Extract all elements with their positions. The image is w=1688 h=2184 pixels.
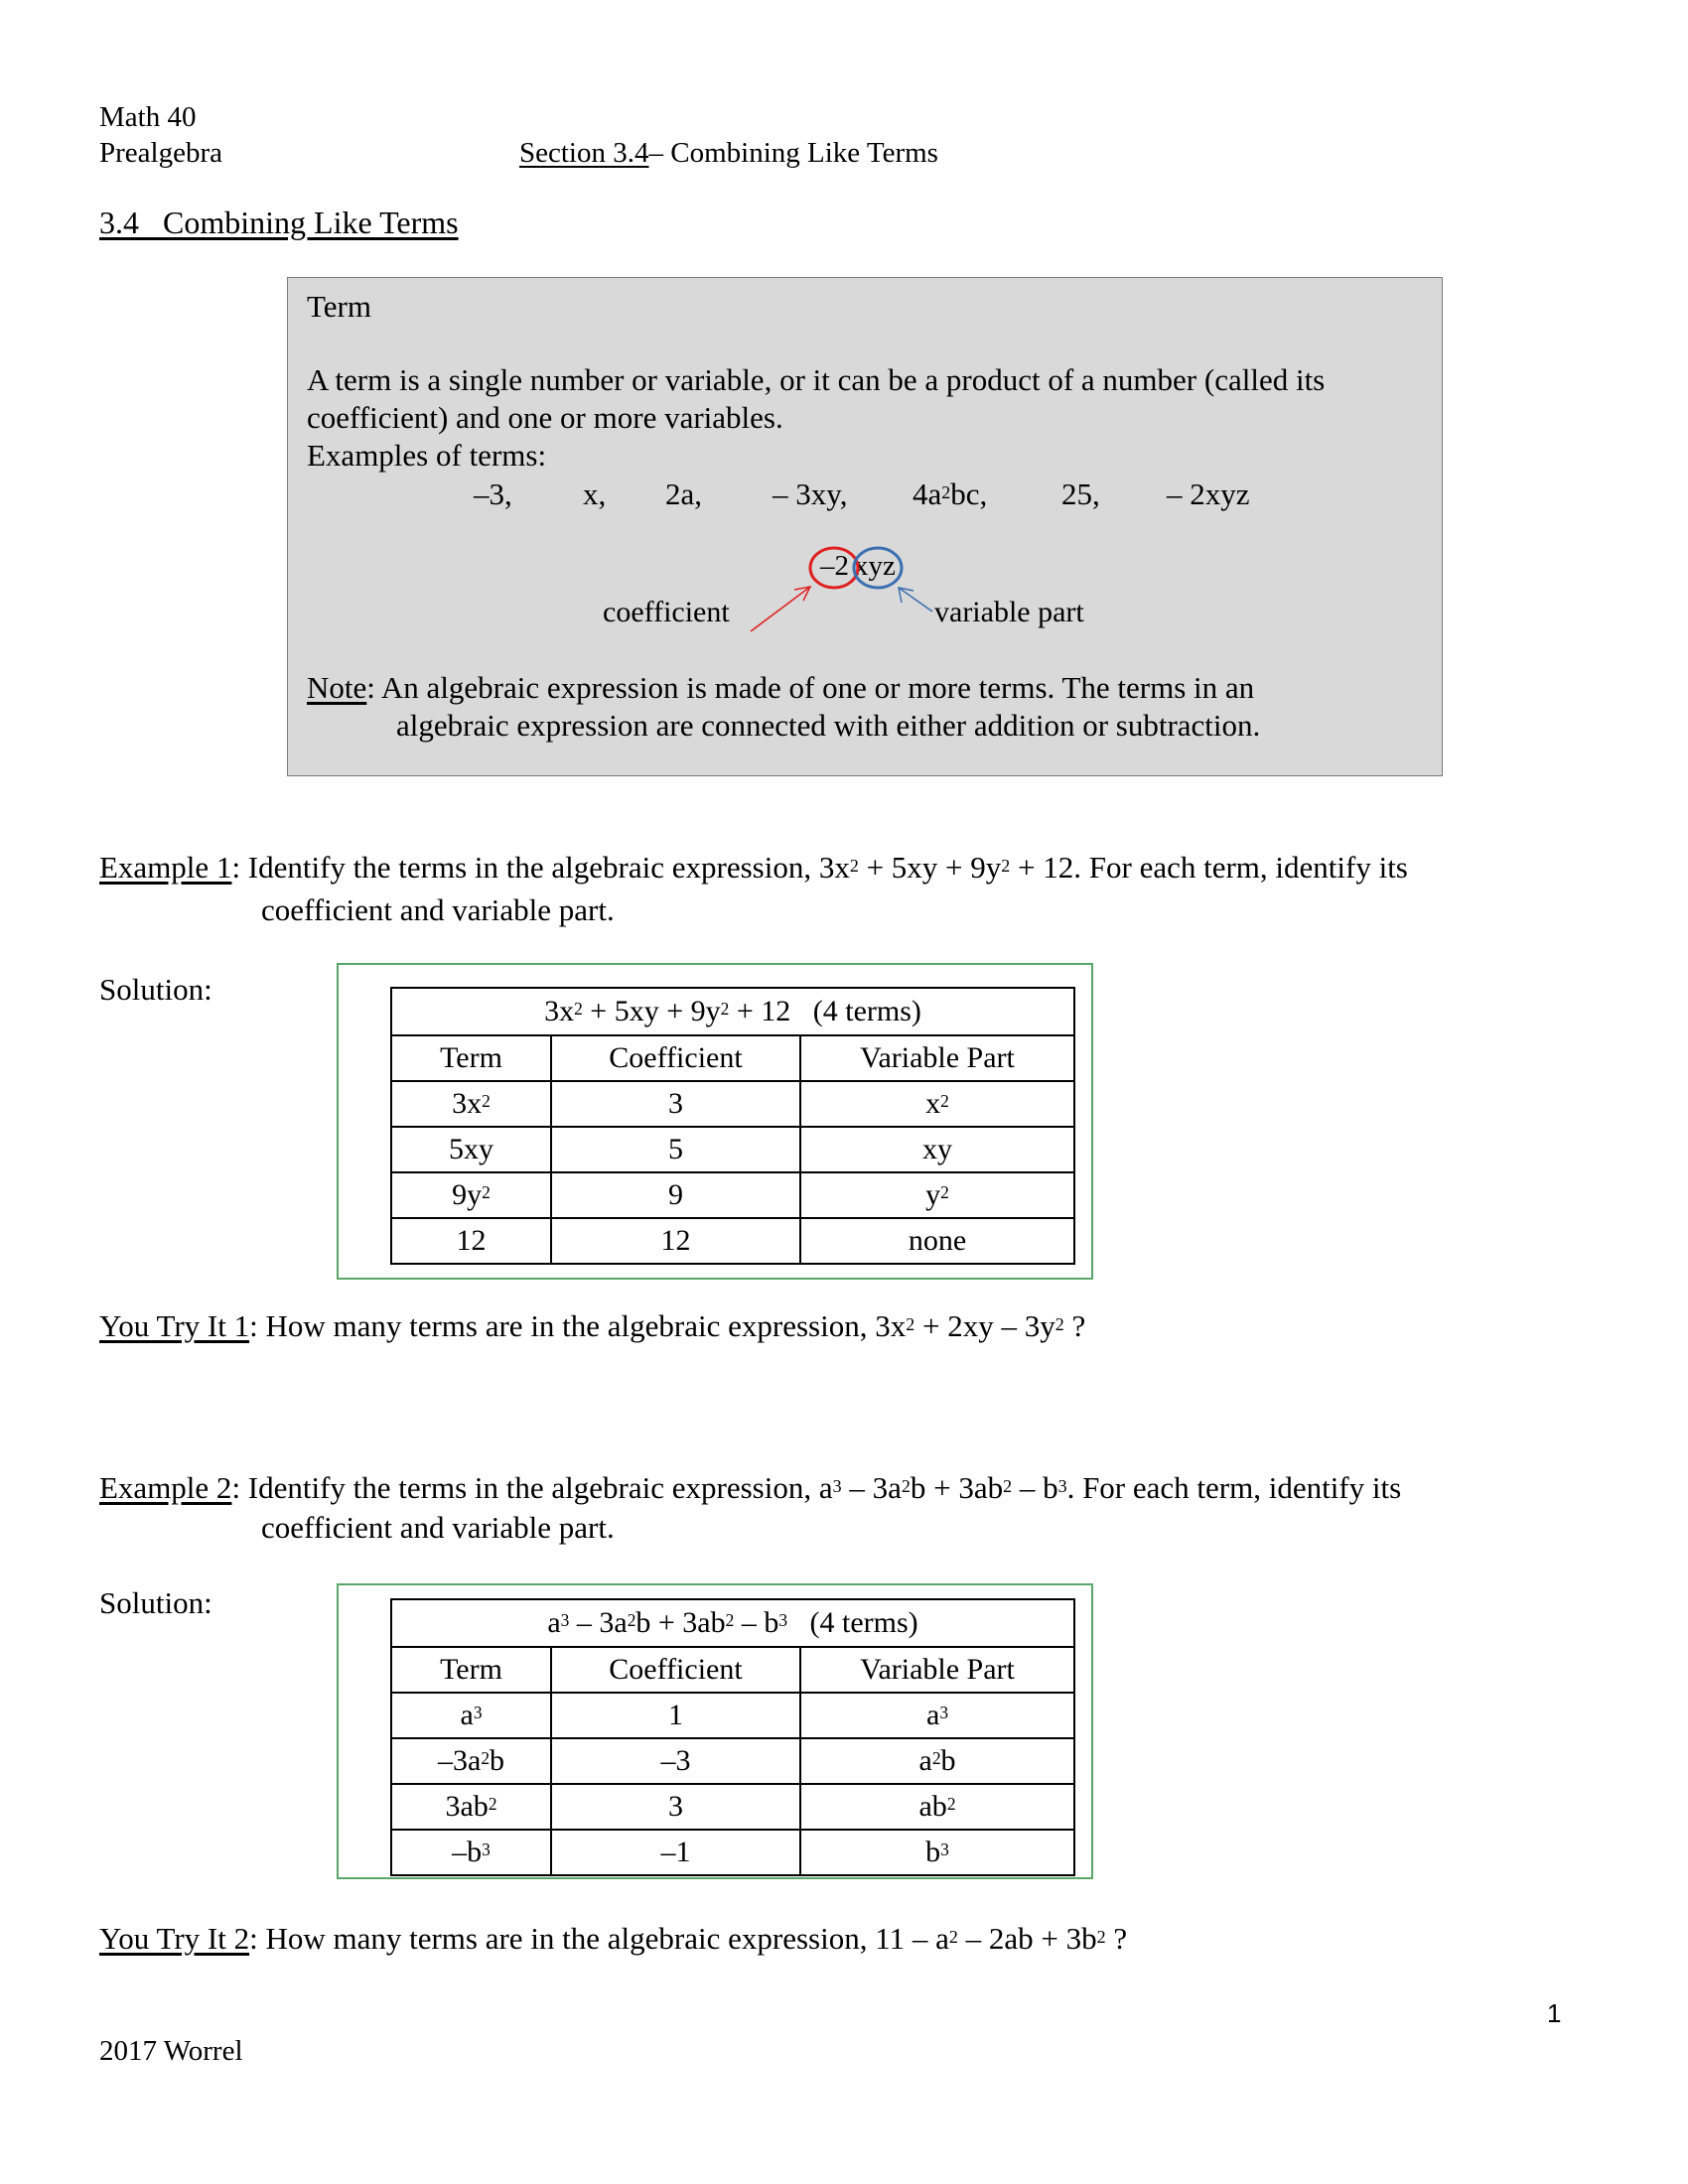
table-caption-row [391,1599,1074,1647]
table-caption: $3x^2 + 5xy + 9y^2 + 12$ (4 terms) [391,988,1074,1035]
variable-part-cell: none [800,1218,1074,1264]
example2-label: Example 2 [99,1470,232,1505]
try1-expression: $3x^2 + 2xy - 3y^2$ ? [875,1308,1086,1343]
note-line2: algebraic expression are connected with either addition or subtraction. [396,708,1261,743]
table-row [391,1693,1074,1738]
example1-line1: Example 1: Identify the terms in the algebraic expression, $3x^2 + 5xy + 9y^2 + 12$. For each term, identify its [99,850,1408,885]
term-cell: 12 [391,1218,551,1264]
example2-expression: $a^3 - 3a^2b + 3ab^2 - b^3$ [818,1470,1067,1505]
variable-circle [854,548,902,588]
term-cell: $-b^3$ [391,1830,551,1875]
coefficient-cell: –1 [551,1830,800,1875]
note-line1: Note: An algebraic expression is made of one or more terms. The terms in an [307,670,1255,705]
variable-part-cell: $a^2b$ [800,1738,1074,1784]
section-header-prefix: Section 3.4 [519,137,649,169]
table-row [391,1172,1074,1218]
diagram-variables: xyz [854,550,896,582]
coefficient-cell: 12 [551,1218,800,1264]
variable-part-cell: $b^3$ [800,1830,1074,1875]
try2-line: You Try It 2: How many terms are in the algebraic expression, $11 - a^2 - 2ab + 3b^2$ ? [99,1921,1128,1956]
variable-part-cell: $y^2$ [800,1172,1074,1218]
examples-label: Examples of terms: [307,438,547,473]
table-caption: $a^3 - 3a^2b + 3ab^2 - b^3$ (4 terms) [391,1599,1074,1647]
coefficient-cell: 5 [551,1127,800,1172]
variable-part-cell: $a^3$ [800,1693,1074,1738]
term-cell: $-3a^2b$ [391,1738,551,1784]
example1-table [390,987,1075,1265]
course-name: Math 40 [99,101,197,133]
variable-arrow [899,588,932,612]
term-cell: $3ab^2$ [391,1784,551,1830]
definition-heading: Term [307,289,371,324]
section-header [519,135,938,171]
column-header: Variable Part [800,1035,1074,1081]
example1-expression: $3x^2 + 5xy + 9y^2 + 12$ [818,850,1074,885]
example-term: – 2xyz [1167,477,1250,511]
variable-part-cell: $ab^2$ [800,1784,1074,1830]
coefficient-cell: 3 [551,1081,800,1127]
coefficient-circle [810,548,858,588]
section-header-suffix: – Combining Like Terms [648,137,938,169]
example-term: – 3xy, [773,477,848,511]
coefficient-cell: –3 [551,1738,800,1784]
try2-expression: $11 - a^2 - 2ab + 3b^2$ ? [875,1921,1128,1956]
page-number: 1 [1547,1998,1562,2028]
section-title: 3.4 Combining Like Terms [99,205,459,240]
coefficient-arrow [751,587,810,631]
variable-part-cell: xy [800,1127,1074,1172]
example2-solution-label: Solution: [99,1585,212,1620]
variable-part-label: variable part [934,596,1084,628]
term-cell: $a^3$ [391,1693,551,1738]
course-subject: Prealgebra [99,137,222,169]
example-term: x, [583,477,607,511]
example-term: $4a^2bc$, [913,477,988,511]
example2-line1: Example 2: Identify the terms in the algebraic expression, $a^3 - 3a^2b + 3ab^2 - b^3$. For each term, identify its [99,1470,1402,1505]
term-cell: 5xy [391,1127,551,1172]
table-row [391,1830,1074,1875]
variable-part-cell: $x^2$ [800,1081,1074,1127]
try1-line: You Try It 1: How many terms are in the algebraic expression, $3x^2 + 2xy - 3y^2$ ? [99,1308,1086,1343]
example1-line2: coefficient and variable part. [261,892,615,927]
table-row [391,1127,1074,1172]
definition-text-line1: A term is a single number or variable, or it can be a product of a number (called its [307,362,1326,397]
column-header: Coefficient [551,1647,800,1693]
term-cell: $3x^2$ [391,1081,551,1127]
example-term: 25, [1061,477,1100,511]
table-row [391,1738,1074,1784]
definition-box [287,277,1443,776]
term-cell: $9y^2$ [391,1172,551,1218]
example-term: –3, [474,477,512,511]
column-header: Term [391,1647,551,1693]
diagram-coefficient: –2 [820,550,849,582]
column-header: Coefficient [551,1035,800,1081]
table-header-row [391,1035,1074,1081]
table-row [391,1081,1074,1127]
note-label: Note [307,670,367,705]
coefficient-label: coefficient [603,596,730,628]
column-header: Variable Part [800,1647,1074,1693]
table-row [391,1784,1074,1830]
table-row [391,1218,1074,1264]
coefficient-cell: 9 [551,1172,800,1218]
try1-label: You Try It 1 [99,1308,250,1343]
example1-solution-label: Solution: [99,972,212,1007]
footer-author: 2017 Worrel [99,2035,243,2067]
example2-table [390,1598,1075,1876]
definition-text-line2: coefficient) and one or more variables. [307,400,783,435]
coefficient-cell: 1 [551,1693,800,1738]
table-header-row [391,1647,1074,1693]
table-caption-row [391,988,1074,1035]
example1-label: Example 1 [99,850,232,885]
coefficient-cell: 3 [551,1784,800,1830]
column-header: Term [391,1035,551,1081]
example2-line2: coefficient and variable part. [261,1510,615,1545]
try2-label: You Try It 2 [99,1921,250,1956]
example-term: 2a, [665,477,703,511]
